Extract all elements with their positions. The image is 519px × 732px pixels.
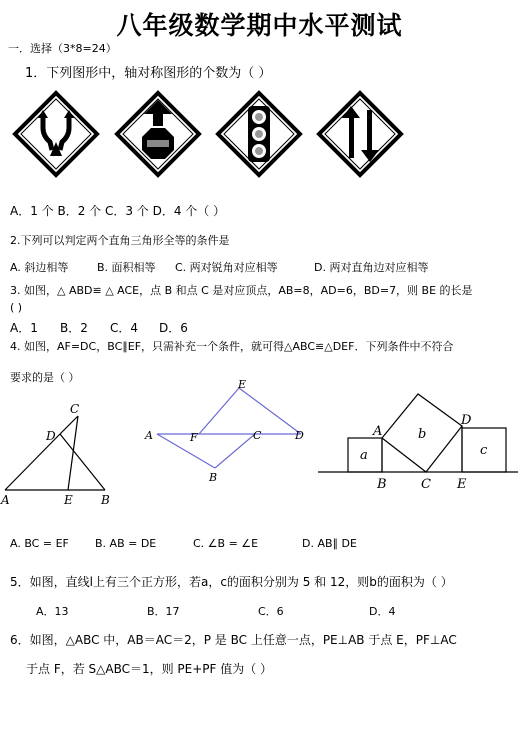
page-title: 八年级数学期中水平测试: [116, 11, 403, 40]
question-2-option-b: B. 面积相等: [97, 261, 156, 274]
question-6-stem: 6．如图，△ABC 中，AB＝AC＝2，P 是 BC 上任意一点，PE⊥AB 于点 E，PF⊥AC: [10, 633, 457, 647]
section-heading: 一．选择（3*8=24）: [8, 42, 117, 55]
question-4-stem: 4. 如图，AF=DC，BC∥EF，只需补充一个条件，就可得△ABC≌△DEF．下列条件中不符合: [10, 340, 454, 353]
question-5-option-c: C．6: [258, 605, 284, 618]
question-2-option-a: A. 斜边相等: [10, 261, 69, 274]
question-2-option-d: D. 两对直角边对应相等: [314, 261, 429, 274]
question-6-stem-cont: 于点 F，若 S△ABC＝1，则 PE+PF 值为（ ）: [26, 662, 273, 676]
question-2-stem: 2.下列可以判定两个直角三角形全等的条件是: [10, 234, 230, 247]
question-4-option-c: C. ∠B = ∠E: [193, 537, 259, 550]
question-1-stem: 1．下列图形中，轴对称图形的个数为（ ）: [25, 66, 272, 81]
fig2-label-b: B: [209, 471, 218, 484]
question-4-option-d: D. AB∥ DE: [302, 537, 357, 550]
question-3-option-c: C．4: [110, 321, 139, 335]
question-5-stem: 5．如图，直线l上有三个正方形，若a，c的面积分别为 5 和 12，则b的面积为（ ）: [10, 575, 453, 589]
fig2-label-d: D: [295, 429, 304, 442]
fig3-label-b: B: [377, 477, 387, 492]
fig1-label-c: C: [70, 402, 80, 416]
fig1-label-b: B: [101, 493, 110, 507]
question-4-option-b: B. AB = DE: [95, 537, 157, 550]
three-squares-figure: [318, 392, 519, 494]
triangle-figure-1: [0, 398, 118, 508]
question-5-option-a: A．13: [36, 605, 69, 618]
question-5-option-b: B．17: [147, 605, 180, 618]
question-3-stem: 3. 如图，△ ABD≌ △ ACE，点 B 和点 C 是对应顶点，AB=8，AD=6，BD=7，则 BE 的长是: [10, 284, 473, 297]
fig3-label-d: D: [461, 413, 472, 428]
question-4-stem-cont: 要求的是（ ）: [10, 371, 80, 384]
question-3-option-a: A．1: [10, 321, 38, 335]
fig3-label-a: A: [373, 424, 383, 439]
fig2-label-e: E: [238, 378, 247, 391]
question-4-option-a: A. BC = EF: [10, 537, 69, 550]
fig2-label-f: F: [190, 431, 198, 444]
merge-lanes-sign-icon: [12, 90, 100, 178]
two-way-arrows-sign-icon: [316, 90, 404, 178]
fig3-label-c: C: [421, 477, 431, 492]
fig1-label-e: E: [64, 493, 73, 507]
question-3-stem-cont: ( ): [10, 301, 23, 314]
square-c-label: c: [480, 443, 488, 458]
fig3-label-e: E: [457, 477, 467, 492]
question-1-options: A．1 个 B．2 个 C．3 个 D．4 个（ ）: [10, 204, 226, 218]
congruent-triangles-figure: [143, 378, 313, 486]
question-3-option-b: B．2: [60, 321, 88, 335]
question-3-option-d: D．6: [159, 321, 188, 335]
fig2-label-c: C: [253, 429, 262, 442]
square-a-label: a: [360, 448, 368, 463]
question-2-option-c: C. 两对锐角对应相等: [175, 261, 278, 274]
ahead-arrow-octagon-sign-icon: [114, 90, 202, 178]
fig1-label-a: A: [1, 493, 10, 507]
fig1-label-d: D: [46, 429, 56, 443]
traffic-light-sign-icon: [215, 90, 303, 178]
question-5-option-d: D．4: [369, 605, 396, 618]
fig2-label-a: A: [145, 429, 153, 442]
square-b-label: b: [418, 427, 427, 442]
